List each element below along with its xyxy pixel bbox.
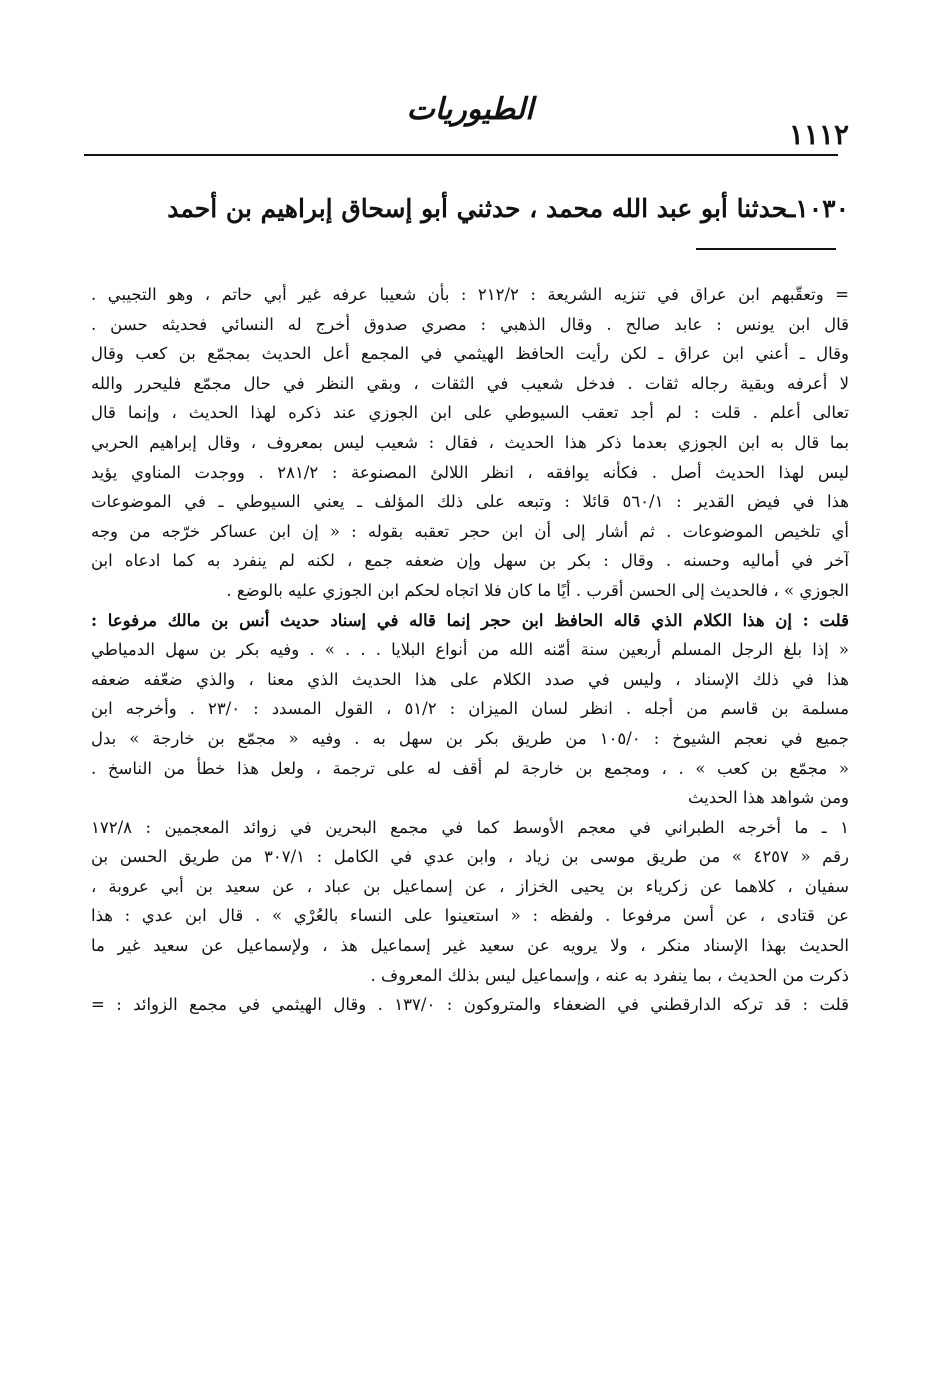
footnote-line: الحديث بهذا الإسناد منكر ، ولا يرويه عن سعيد غير إسماعيل هذ ، ولإسماعيل عن سعيد غير ما: [91, 936, 849, 956]
footnote-line: ذكرت من الحديث ، بما ينفرد به عنه ، وإسماعيل ليس بذلك المعروف .: [370, 965, 849, 985]
footnote-line: آخر في أماليه وحسنه . وقال : بكر بن سهل وإن ضعفه جمع ، لكنه لم ينفرد به كما ادعاه ابن: [91, 551, 849, 571]
footnote-line: قال ابن يونس : عابد صالح . وقال الذهبي : مصري صدوق أخرج له النسائي فحديثه حسن .: [91, 314, 849, 334]
footnote-line: وقال ـ أعني ابن عراق ـ لكن رأيت الحافظ الهيثمي في المجمع أعل الحديث بمجمّع بن كعب وقال: [91, 344, 849, 364]
page-number: ١١١٢: [788, 118, 849, 151]
footnote-line: جميع في نعجم الشيوخ : ١٠٥/٠ من طريق بكر بن سهل به . وفيه « مجمّع بن خارجة » بدل: [91, 728, 849, 748]
footnote-line: « إذا بلغ الرجل المسلم أربعين سنة أمّنه الله من أنواع البلايا . . . » . وفيه بكر بن سهل الدمياطي: [91, 640, 849, 660]
footnote-line: ومن شواهد هذا الحديث: [687, 788, 849, 808]
footnote-line: هذا في فيض القدير : ٥٦٠/١ قائلا : وتبعه على ذلك المؤلف ـ يعني السيوطي ـ في الموضوعات: [91, 492, 849, 512]
footnote-line: تعالى أعلم . قلت : لم أجد تعقب السيوطي على ابن الجوزي عند ذكره لهذا الحديث ، وإنما قال: [91, 403, 849, 423]
footnote-separator: [696, 248, 836, 250]
footnote-line: عن قتادى ، عن أسن مرفوعا . ولفظه : « استعينوا على النساء بالعُرْي » . قال ابن عدي : هذا: [91, 906, 849, 926]
footnote-line: لا أعرفه وبقية رجاله ثقات . فدخل شعيب في الثقات ، وبقي النظر في حال مجمّع فليحرر والله: [91, 373, 849, 393]
footnote-line: = وتعقّبهم ابن عراق في تنزيه الشريعة : ٢١٢/٢ : بأن شعيبا عرفه غير أبي حاتم ، وهو التجيبي .: [91, 285, 849, 304]
footnote-line: هذا في ذلك الإسناد ، وليس في صدد الكلام على هذا الحديث الذي معنا ، والذي ضعّفه ضعفه: [91, 669, 849, 689]
running-title: الطيوريات: [406, 92, 534, 127]
footnote-line: قلت : قد تركه الدارقطني في الضعفاء والمتروكون : ١٣٧/٠ . وقال الهيثمي في مجمع الزوائد : =: [91, 995, 849, 1015]
footnote-line: أي تلخيص الموضوعات . ثم أشار إلى أن ابن حجر تعقبه بقوله : « إن ابن عساكر خرّجه من وجه: [91, 521, 849, 541]
footnote-line: ١ ـ ما أخرجه الطبراني في معجم الأوسط كما في مجمع البحرين في زوائد المعجمين : ١٧٢/٨: [91, 817, 849, 837]
footnote-line: سفيان ، كلاهما عن زكرياء بن يحيى الخزاز ، عن إسماعيل بن عباد ، عن سعيد بن أبي عروبة ،: [91, 876, 849, 896]
footnote-line: « مجمّع بن كعب » . ، ومجمع بن خارجة لم أقف له على ترجمة ، ولعل هذا خطأ من الناسخ .: [91, 758, 849, 778]
hadith-heading: [89, 194, 849, 223]
footnote-line: ليس لهذا الحديث أصل . فكأنه يوافقه ، انظر اللالئ المصنوعة : ٢٨١/٢ . ووجدت المناوي يؤيد: [91, 462, 849, 482]
hadith-isnad-text: أبو عبد الله محمد ، حدثني أبو إسحاق إبراهيم بن أحمد: [167, 194, 728, 223]
hadith-number: ١٠٣٠ـ: [787, 194, 849, 223]
header-rule: [84, 154, 838, 156]
footnote-line: رقم « ٤٢٥٧ » من طريق موسى بن زياد ، وابن عدي في الكامل : ٣٠٧/١ من طريق الحسن بن: [91, 847, 849, 867]
footnote-line: الجوزي » ، فالحديث إلى الحسن أقرب . أيًا ما كان فلا اتجاه لحكم ابن الجوزي عليه بالوضع .: [226, 580, 849, 600]
footnote-line: بما قال به ابن الجوزي بعدما ذكر هذا الحديث ، فقال : شعيب ليس بمعروف ، وقال إبراهيم الحربي: [91, 432, 849, 452]
hadith-lead-word: حدثنا: [736, 194, 788, 223]
footnotes: [91, 280, 849, 1020]
footnote-line: قلت : إن هذا الكلام الذي قاله الحافظ ابن حجر إنما قاله في إسناد حديث أنس بن مالك مرفوعا :: [91, 610, 849, 630]
footnote-line: مسلمة بن قاسم من أجله . انظر لسان الميزان : ٥١/٢ ، القول المسدد : ٢٣/٠ . وأخرجه ابن: [91, 699, 849, 719]
